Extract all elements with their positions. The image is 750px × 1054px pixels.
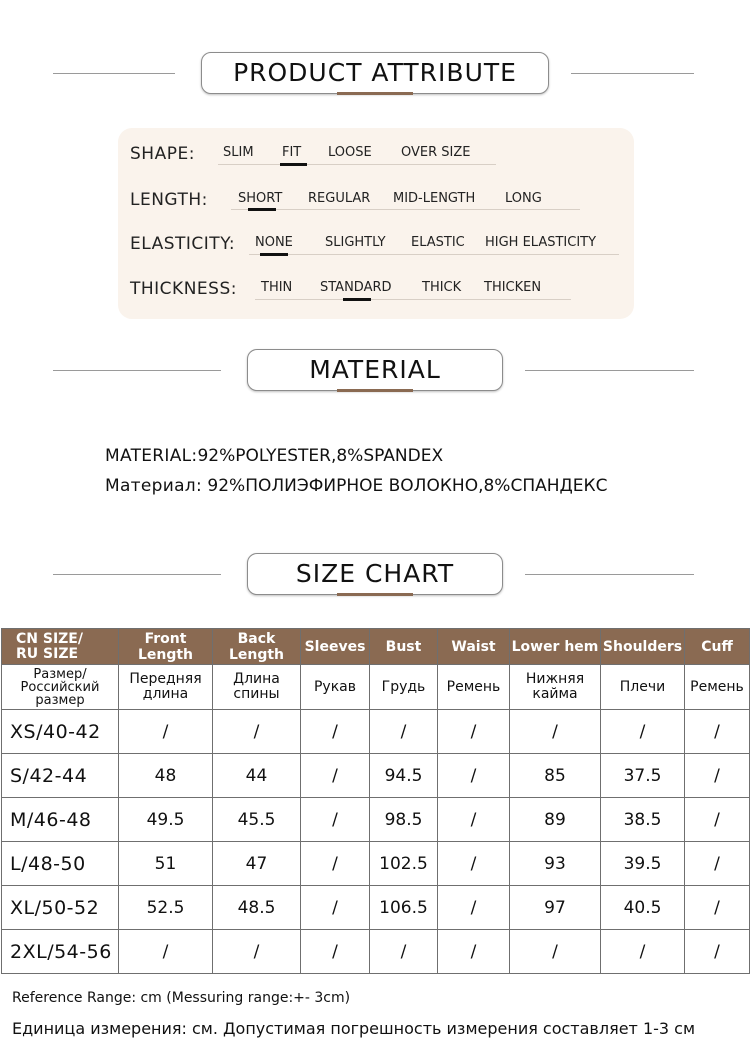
attribute-label: THICKNESS: <box>130 279 237 299</box>
attribute-option: LOOSE <box>328 145 372 160</box>
attribute-option-selected: FIT <box>282 145 302 160</box>
attribute-option: HIGH ELASTICITY <box>485 235 597 250</box>
table-cell: / <box>119 930 213 974</box>
selected-marker <box>343 298 371 301</box>
attribute-option: THICK <box>422 280 462 295</box>
table-cell: 48 <box>119 754 213 798</box>
table-cell: / <box>213 710 301 754</box>
table-cell: Ремень <box>438 665 510 710</box>
material-english <box>105 446 443 466</box>
attribute-option: SLIM <box>223 145 254 160</box>
underline-rule <box>249 254 619 255</box>
table-cell: / <box>301 930 370 974</box>
size-chart-table <box>1 628 750 974</box>
table-cell: 37.5 <box>601 754 685 798</box>
table-cell: 89 <box>510 798 601 842</box>
attribute-option: LONG <box>505 191 542 206</box>
table-cell: 98.5 <box>370 798 438 842</box>
table-cell: / <box>601 930 685 974</box>
table-cell: Передняя длина <box>119 665 213 710</box>
attribute-panel <box>118 128 634 319</box>
table-cell: / <box>301 886 370 930</box>
divider-line-right <box>525 574 694 575</box>
divider-line-right <box>525 370 694 371</box>
attribute-label: LENGTH: <box>130 190 208 210</box>
attribute-option: THIN <box>261 280 293 295</box>
table-row <box>2 886 750 930</box>
table-cell: 48.5 <box>213 886 301 930</box>
material-value-ru: 92%ПОЛИЭФИРНОЕ ВОЛОКНО,8%СПАНДЕКС <box>207 476 608 496</box>
table-cell: Нижняя кайма <box>510 665 601 710</box>
table-row <box>2 842 750 886</box>
attribute-row-elasticity <box>118 225 634 265</box>
size-label-cell: XS/40-42 <box>2 710 119 754</box>
table-cell: / <box>119 710 213 754</box>
title-accent-bar <box>337 593 413 596</box>
table-cell: Back Length <box>213 629 301 665</box>
attribute-option: REGULAR <box>308 191 371 206</box>
table-cell: / <box>370 930 438 974</box>
table-cell: / <box>685 930 750 974</box>
selected-marker <box>248 208 276 211</box>
table-cell: 93 <box>510 842 601 886</box>
table-cell: / <box>685 798 750 842</box>
attribute-row-length <box>118 181 634 221</box>
table-cell: 47 <box>213 842 301 886</box>
attribute-option-selected: STANDARD <box>320 280 392 295</box>
selected-marker <box>260 253 288 256</box>
table-cell: 94.5 <box>370 754 438 798</box>
attribute-row-shape <box>118 136 634 176</box>
underline-rule <box>231 209 580 210</box>
table-cell: Плечи <box>601 665 685 710</box>
table-cell: 44 <box>213 754 301 798</box>
table-cell: 38.5 <box>601 798 685 842</box>
size-label-cell: XL/50-52 <box>2 886 119 930</box>
table-cell: / <box>301 842 370 886</box>
table-cell: 97 <box>510 886 601 930</box>
attribute-label: ELASTICITY: <box>130 234 236 254</box>
material-value-en: 92%POLYESTER,8%SPANDEX <box>197 446 444 466</box>
attribute-option-selected: SHORT <box>238 191 283 206</box>
table-cell: 39.5 <box>601 842 685 886</box>
size-label-cell: Размер/ Российский размер <box>2 665 119 710</box>
table-cell: 52.5 <box>119 886 213 930</box>
table-cell: Cuff <box>685 629 750 665</box>
table-header-row-en <box>2 629 750 665</box>
title-accent-bar <box>337 92 413 95</box>
table-row <box>2 710 750 754</box>
table-row <box>2 754 750 798</box>
table-cell: / <box>438 798 510 842</box>
table-cell: 102.5 <box>370 842 438 886</box>
table-cell: 85 <box>510 754 601 798</box>
table-cell: Грудь <box>370 665 438 710</box>
size-label-cell: M/46-48 <box>2 798 119 842</box>
table-cell: / <box>301 754 370 798</box>
table-cell: / <box>601 710 685 754</box>
attribute-title: PRODUCT ATTRIBUTE <box>201 52 549 94</box>
table-cell: / <box>685 842 750 886</box>
attribute-option: OVER SIZE <box>401 145 471 160</box>
table-cell: Sleeves <box>301 629 370 665</box>
table-cell: / <box>438 930 510 974</box>
table-cell: / <box>301 710 370 754</box>
table-cell: Ремень <box>685 665 750 710</box>
table-cell: Lower hem <box>510 629 601 665</box>
reference-note-en: Reference Range: cm (Messuring range:+- 3cm) <box>12 990 351 1006</box>
underline-rule <box>218 164 496 165</box>
table-cell: / <box>438 754 510 798</box>
table-cell: / <box>510 710 601 754</box>
table-cell: / <box>301 798 370 842</box>
divider-line-left <box>53 73 175 74</box>
underline-rule <box>255 299 571 300</box>
table-cell: / <box>370 710 438 754</box>
attribute-option: SLIGHTLY <box>325 235 386 250</box>
material-label-en: MATERIAL: <box>105 446 198 466</box>
size-label-cell: S/42-44 <box>2 754 119 798</box>
table-cell: Front Length <box>119 629 213 665</box>
table-cell: Длина спины <box>213 665 301 710</box>
table-row <box>2 798 750 842</box>
size-label-cell: 2XL/54-56 <box>2 930 119 974</box>
size-label-cell: L/48-50 <box>2 842 119 886</box>
table-cell: / <box>213 930 301 974</box>
table-cell: / <box>510 930 601 974</box>
table-header-row-ru <box>2 665 750 710</box>
attribute-option-selected: NONE <box>255 235 293 250</box>
divider-line-left <box>53 370 221 371</box>
table-cell: 49.5 <box>119 798 213 842</box>
attribute-option: MID-LENGTH <box>393 191 476 206</box>
table-cell: / <box>438 842 510 886</box>
size-label-cell: CN SIZE/ RU SIZE <box>2 629 119 665</box>
divider-line-left <box>53 574 221 575</box>
material-title: MATERIAL <box>247 349 503 391</box>
table-cell: / <box>685 886 750 930</box>
reference-note-ru: Единица измерения: см. Допустимая погрешность измерения составляет 1-3 см <box>12 1019 696 1038</box>
table-cell: 40.5 <box>601 886 685 930</box>
table-cell: 51 <box>119 842 213 886</box>
material-label-ru: Материал: <box>105 476 202 496</box>
selected-marker <box>280 163 307 166</box>
table-row <box>2 930 750 974</box>
table-cell: / <box>685 710 750 754</box>
table-cell: 106.5 <box>370 886 438 930</box>
attribute-label: SHAPE: <box>130 144 195 164</box>
table-cell: / <box>438 710 510 754</box>
divider-line-right <box>571 73 694 74</box>
material-russian <box>105 476 607 496</box>
table-cell: Bust <box>370 629 438 665</box>
attribute-option: ELASTIC <box>411 235 465 250</box>
attribute-row-thickness <box>118 270 634 310</box>
table-cell: Shoulders <box>601 629 685 665</box>
table-cell: / <box>438 886 510 930</box>
attribute-option: THICKEN <box>484 280 542 295</box>
table-cell: 45.5 <box>213 798 301 842</box>
table-cell: / <box>685 754 750 798</box>
table-cell: Waist <box>438 629 510 665</box>
title-accent-bar <box>337 389 413 392</box>
table-cell: Рукав <box>301 665 370 710</box>
size-chart-title: SIZE CHART <box>247 553 503 595</box>
